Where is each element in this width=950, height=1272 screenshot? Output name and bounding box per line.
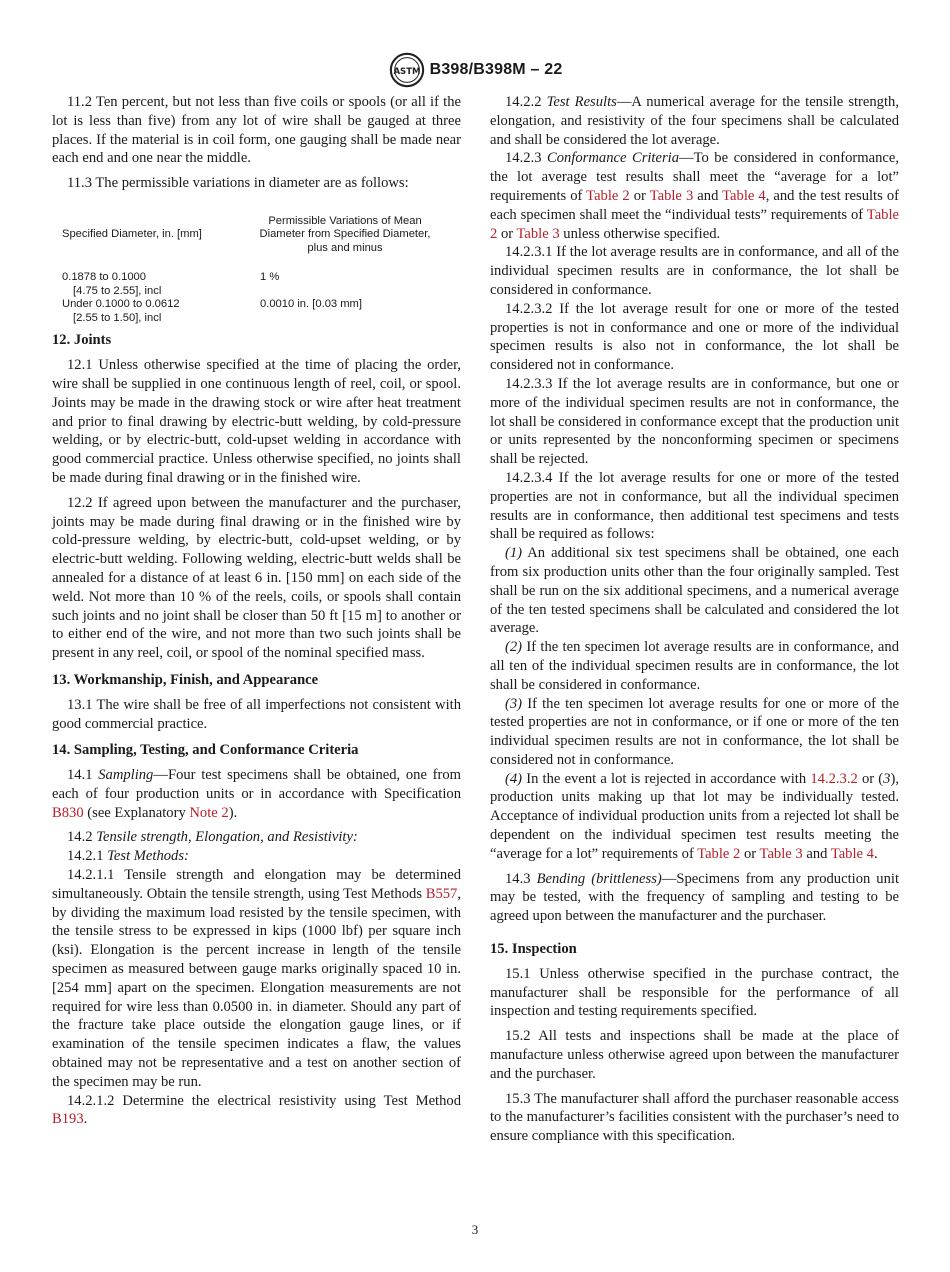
table-row bbox=[52, 271, 461, 298]
paragraph-14-2: 14.2 Tensile strength, Elongation, and Resistivity: bbox=[67, 829, 358, 846]
paragraph-14-2-3-2: 14.2.3.2 If the lot average result for one or more of the tested properties is not in conformance and one or more of the individual specimen results is also not in conformance, the lot shall be considered not in conformance. bbox=[490, 300, 899, 374]
link-note-2[interactable]: Note 2 bbox=[189, 804, 229, 821]
link-b193[interactable]: B193 bbox=[52, 1111, 84, 1128]
link-14-2-3-2[interactable]: 14.2.3.2 bbox=[810, 770, 858, 787]
link-table-3[interactable]: Table 3 bbox=[516, 225, 560, 242]
paragraph-13-1: 13.1 The wire shall be free of all imperfections not consistent with good commercial practice. bbox=[52, 696, 461, 732]
section-heading-12: 12. Joints bbox=[52, 332, 112, 349]
paragraph-14-3: 14.3 Bending (brittleness)—Specimens from any production unit may be tested, with the frequency of sampling and testing to be agreed upon between the manufacturer and the purchaser. bbox=[490, 870, 900, 925]
link-table-2[interactable]: Table 2 bbox=[697, 845, 741, 862]
diameter-variation-table bbox=[52, 199, 461, 325]
paragraph-14-1: 14.1 Sampling—Four test specimens shall be obtained, one from each of four production units or in accordance with Specification B830 (see Explanatory Note 2). bbox=[52, 767, 461, 821]
table-cell-diameter: 0.1878 to 0.1000 bbox=[62, 270, 146, 283]
paragraph-14-2-1-1: 14.2.1.1 Tensile strength and elongation may be determined simultaneously. Obtain the tensile strength, using Test Methods B557, by dividing the maximum load resisted by the tensile specimen, with the tensile stress to be expressed in kips (1000 lbf) per square inch (ksi). Elongation is the percent increase in length of the tensile specimen as measured between gauge marks originally spaced 10 in. [254 mm] apart on the specimen. Elongation measurements are not required for wire less than 0.0500 in. in diameter. Should any part of the fracture take place outside the elongation gauge lines, or if examination of the tensile specimen indicates a flaw, the values obtained may not be representative and a test on another section of the specimen may be run. bbox=[52, 867, 461, 1090]
link-b557[interactable]: B557 bbox=[425, 885, 458, 902]
paragraph-15-2: 15.2 All tests and inspections shall be made at the place of manufacture unless otherwise agreed upon between the manufacturer and the purchaser. bbox=[490, 1028, 899, 1082]
table-cell-diameter-mm: [2.55 to 1.50], incl bbox=[73, 311, 162, 324]
list-item-1: (1) An additional six test specimens shall be obtained, one each from six production units other than the four originally sampled. Test shall be run on the six additional specimens, and a numerical average of the ten tested specimens shall be calculated and considered the lot average. bbox=[490, 545, 899, 637]
table-row bbox=[52, 298, 461, 325]
link-table-3[interactable]: Table 3 bbox=[759, 845, 803, 862]
svg-text:ASTM: ASTM bbox=[393, 66, 421, 77]
document-designation: B398/B398M – 22 bbox=[429, 61, 563, 78]
paragraph-12-1: 12.1 Unless otherwise specified at the time of placing the order, wire shall be supplied in one continuous length of reel, coil, or spool. Joints may be made in the drawing stock or wire after heat treatment and prior to final drawing by electric-butt welding, by cold-pressure welding, or by electric-butt, cold-upset welding in accordance with good commercial practice. Unless otherwise specified, no joints shall be made during final drawing or in the finished wire. bbox=[52, 357, 461, 486]
paragraph-14-2-1: 14.2.1 Test Methods: bbox=[67, 848, 189, 865]
paragraph-14-2-3: 14.2.3 Conformance Criteria—To be considered in conformance, the lot average test results shall meet the “average for a lot” requirements of Table 2 or Table 3 and Table 4, and the test results of each specimen shall meet the “individual tests” requirements of Table 2 or Table 3 unless otherwise specified. bbox=[490, 150, 899, 242]
paragraph-14-2-2: 14.2.2 Test Results—A numerical average for the tensile strength, elongation, and resistivity of the four specimens shall be calculated and shall be considered the lot average. bbox=[490, 94, 899, 148]
paragraph-14-2-3-3: 14.2.3.3 If the lot average results are in conformance, but one or more of the individual specimen results are not in conformance, the lot shall be considered in conformance except that the production unit or units represented by the nonconforming specimen or specimens shall be rejected. bbox=[490, 375, 899, 468]
paragraph-14-2-3-4: 14.2.3.4 If the lot average results for one or more of the tested properties are not in conformance, but all the individual specimen results are in conformance, then additional test specimens and tests shall be required as follows: bbox=[490, 469, 899, 543]
link-table-2[interactable]: Table 2 bbox=[586, 187, 630, 204]
link-b830[interactable]: B830 bbox=[52, 804, 84, 821]
link-table-3[interactable]: Table 3 bbox=[649, 187, 694, 204]
list-item-2: (2) If the ten specimen lot average results are in conformance, and all ten of the individual specimen results are in conformance, the lot shall be considered in conformance. bbox=[490, 639, 899, 693]
paragraph-11-3: 11.3 The permissible variations in diameter are as follows: bbox=[67, 175, 409, 192]
paragraph-14-2-3-1: 14.2.3.1 If the lot average results are in conformance, and all of the individual specimen results are in conformance, the lot shall be considered in conformance. bbox=[490, 244, 899, 298]
section-heading-14: 14. Sampling, Testing, and Conformance Criteria bbox=[52, 742, 359, 759]
paragraph-11-2: 11.2 Ten percent, but not less than five coils or spools (or all if the lot is less than five) from any lot of wire shall be gauged at three places. If the material is in coil form, one gauging shall be made near each end and one near the middle. bbox=[52, 94, 461, 167]
table-cell-diameter: Under 0.1000 to 0.0612 bbox=[62, 298, 180, 311]
left-column bbox=[52, 93, 461, 1135]
paragraph-15-3: 15.3 The manufacturer shall afford the purchaser reasonable access to the manufacturer’s facilities consistent with the purchaser’s need to ensure compliance with this specification. bbox=[490, 1090, 899, 1145]
right-column bbox=[490, 93, 899, 1152]
link-table-2[interactable]: Table 2 bbox=[490, 206, 899, 242]
section-heading-15: 15. Inspection bbox=[490, 941, 577, 958]
table-cell-diameter-mm: [4.75 to 2.55], incl bbox=[73, 284, 162, 297]
table-header-variation: Permissible Variations of Mean Diameter from Specified Diameter, plus and minus bbox=[259, 214, 431, 254]
table-cell-variation: 1 % bbox=[260, 270, 280, 283]
list-item-4: (4) In the event a lot is rejected in accordance with 14.2.3.2 or (3), production units making up that lot may be individually tested. Acceptance of individual production units from a rejected lot shall be dependent on the individual specimen test results meeting the “average for a lot” requirements of Table 2 or Table 3 and Table 4. bbox=[490, 770, 899, 862]
section-heading-13: 13. Workmanship, Finish, and Appearance bbox=[52, 671, 319, 688]
page-number: 3 bbox=[471, 1222, 479, 1237]
link-table-4[interactable]: Table 4 bbox=[722, 187, 766, 204]
link-table-4[interactable]: Table 4 bbox=[830, 845, 874, 862]
paragraph-14-2-1-2: 14.2.1.2 Determine the electrical resistivity using Test Method B193. bbox=[52, 1092, 461, 1128]
paragraph-15-1: 15.1 Unless otherwise specified in the purchase contract, the manufacturer shall be responsible for the performance of all inspection and testing requirements specified. bbox=[490, 965, 899, 1020]
table-header-diameter: Specified Diameter, in. [mm] bbox=[62, 228, 202, 241]
paragraph-12-2: 12.2 If agreed upon between the manufacturer and the purchaser, joints may be made during final drawing or in the finished wire by cold-pressure welding, by electric-butt, cold-upset welding, or by electric-butt welding. Following welding, electric-butt welds shall be annealed for a distance of at least 6 in. [150 mm] on each side of the weld. Not more than 10 % of the reels, coils, or spools shall contain such joints and no joint shall be closer than 50 ft [15 m] to another or to either end of the wire, and not more than two such joints shall be present in any reel, coil, or spool of the nominal specified mass. bbox=[52, 494, 461, 662]
table-cell-variation: 0.0010 in. [0.03 mm] bbox=[260, 298, 362, 311]
page-header bbox=[0, 50, 950, 90]
astm-logo-icon bbox=[388, 51, 426, 89]
list-item-3: (3) If the ten specimen lot average results for one or more of the tested properties are not in conformance, or if one or more of the ten individual specimen results are not in conformance, the lot shall be considered not in conformance. bbox=[490, 695, 899, 768]
